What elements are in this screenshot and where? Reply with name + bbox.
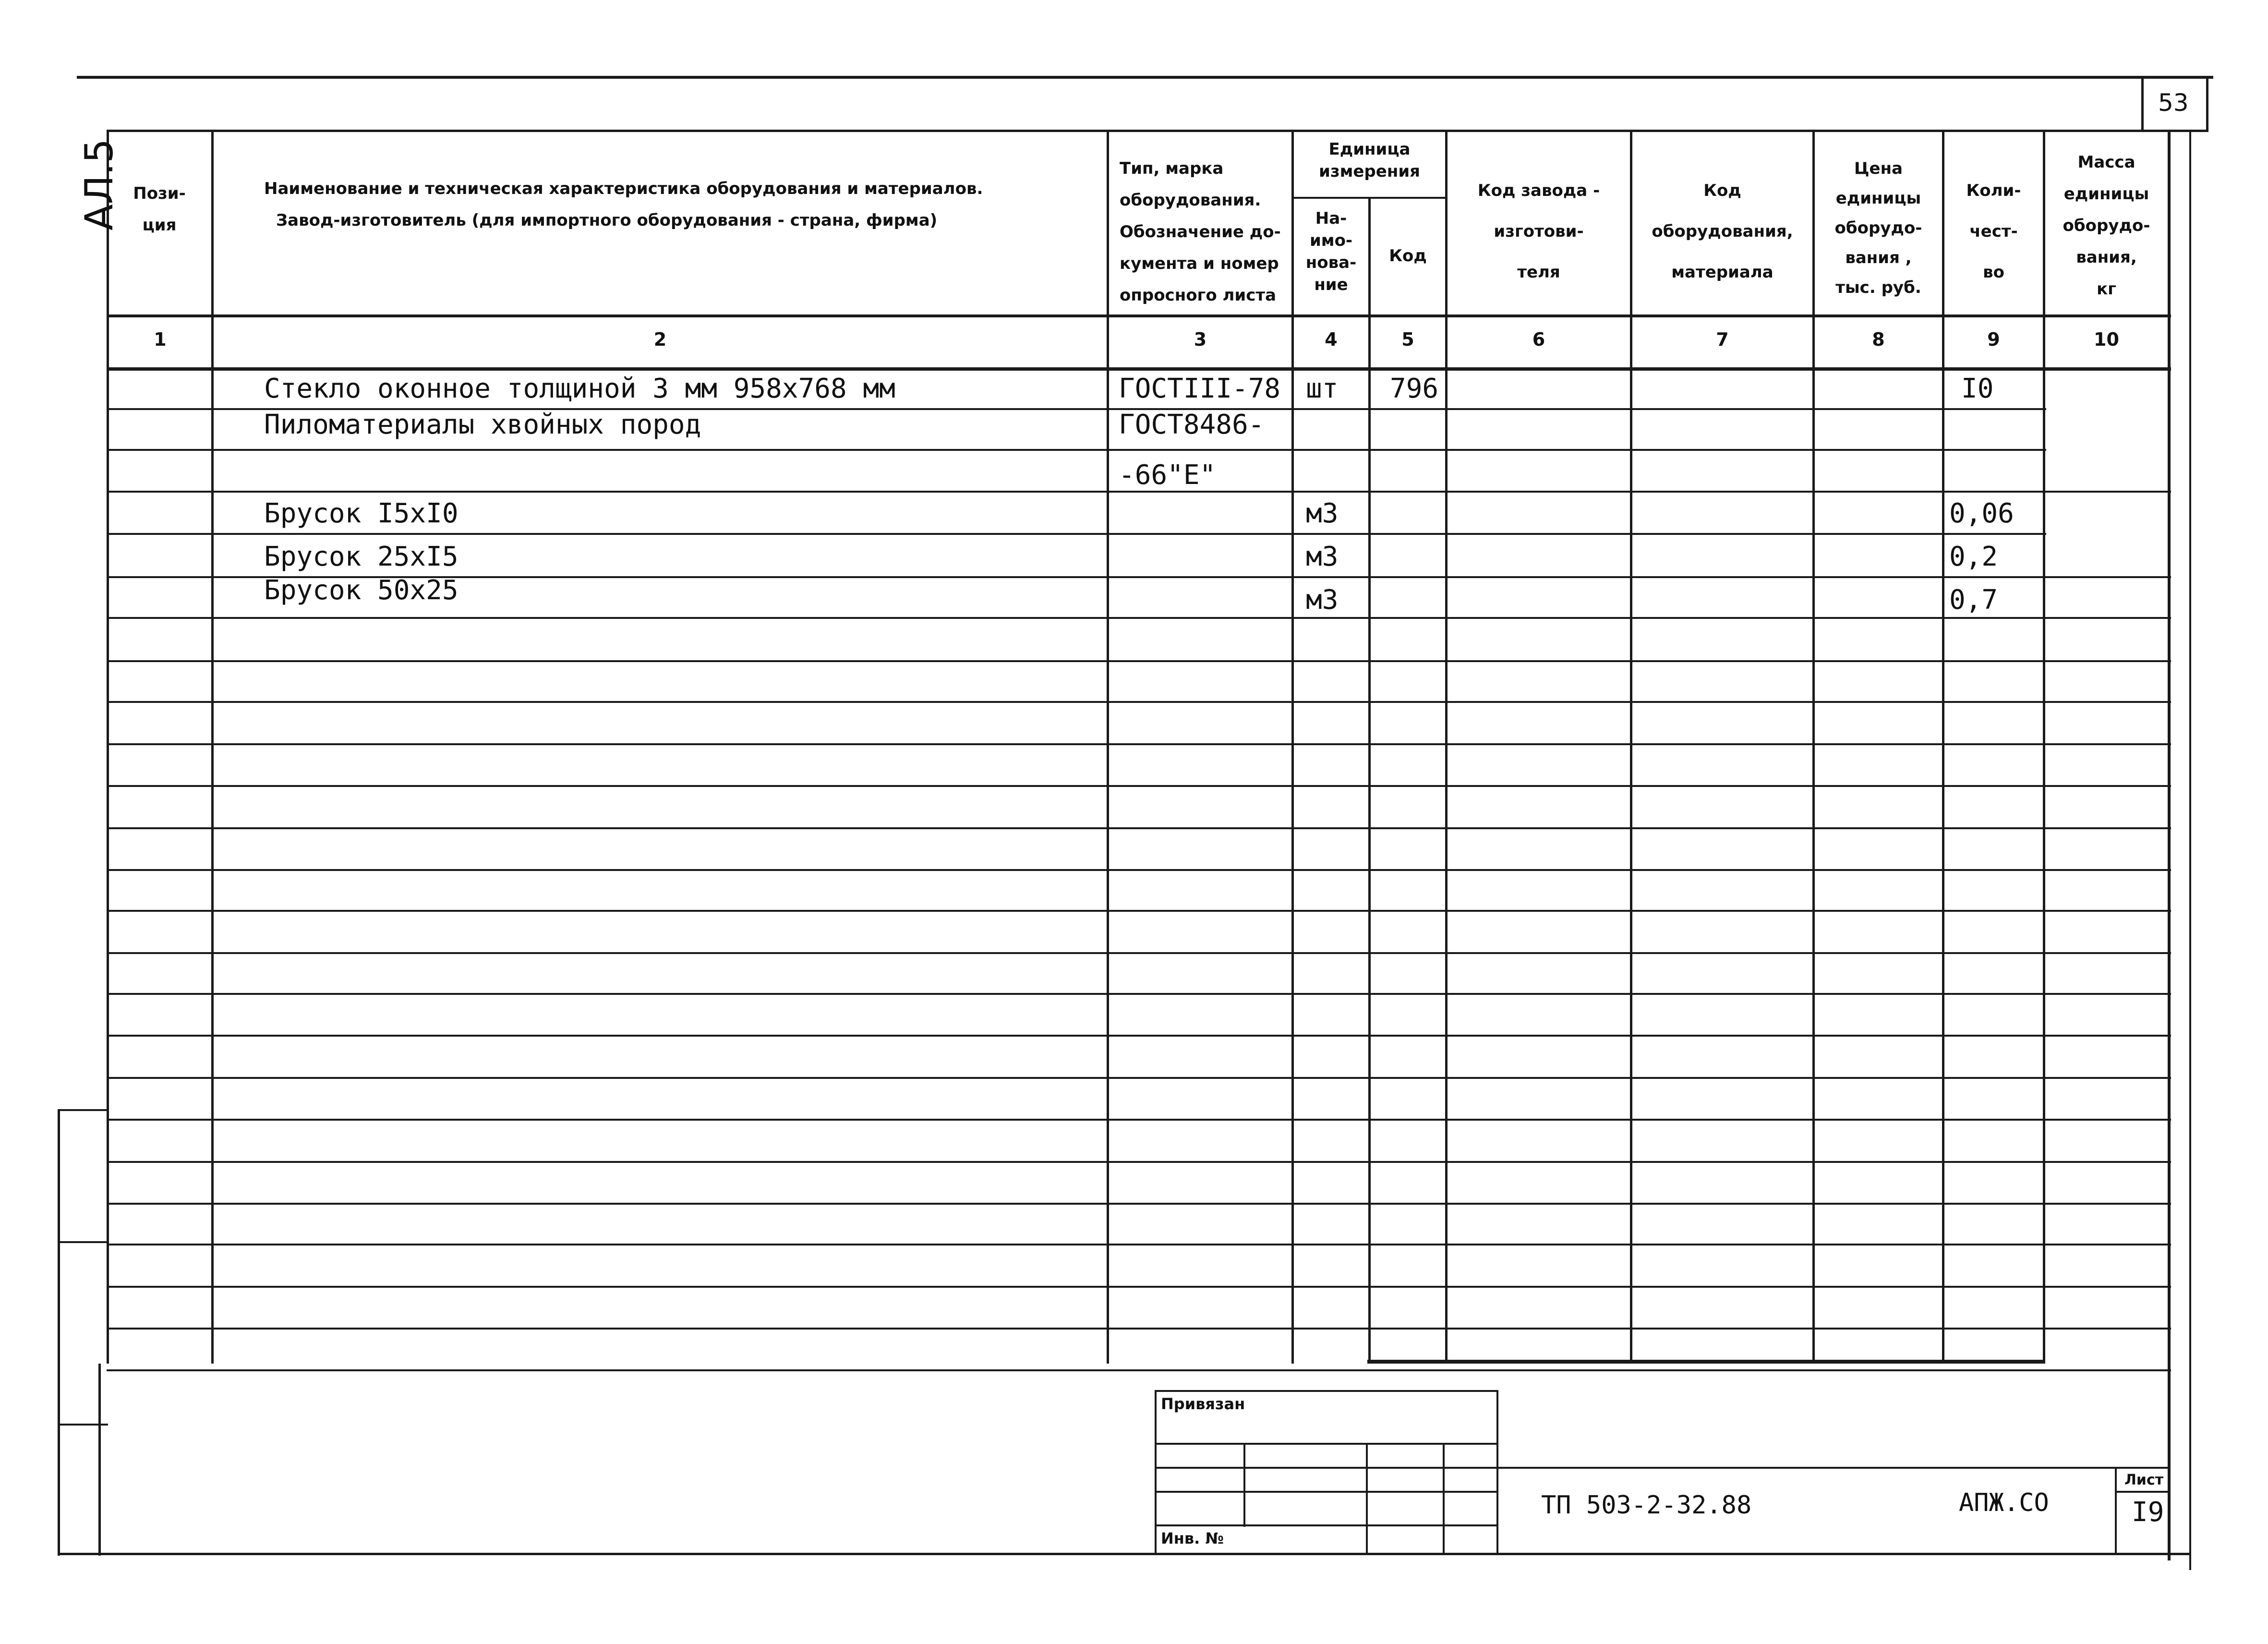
- side-label: АЛ.5: [77, 138, 121, 230]
- header-col5: Код: [1389, 246, 1427, 266]
- item-unit: м3: [1306, 584, 1339, 616]
- item-quantity: 0,06: [1949, 498, 2014, 529]
- stamp-inventory-number: Инв. №: [1161, 1529, 1224, 1547]
- document-code: ТП 503-2-32.88: [1541, 1491, 1752, 1520]
- header-col8: Цена единицы оборудо- вания , тыс. руб.: [1834, 159, 1922, 297]
- item-quantity: 0,2: [1949, 541, 1998, 572]
- header-col10: Масса единицы оборудо- вания, кг: [2063, 153, 2150, 299]
- column-number: 9: [1987, 329, 2000, 350]
- item-name: Брусок I5хI0: [264, 498, 458, 529]
- column-number: 7: [1716, 329, 1729, 350]
- header-col2: Наименование и техническая характеристика оборудования и материалов. Завод-изготовитель (для импортного оборудования - страна, фирма): [264, 179, 983, 230]
- header-unit-group: Единица измерения: [1319, 140, 1420, 181]
- item-type: ГОСТIII-78: [1119, 373, 1281, 404]
- header-col6: Код завода - изготови- теля: [1477, 181, 1600, 282]
- header-col7: Код оборудования, материала: [1652, 181, 1793, 282]
- column-number: 10: [2094, 329, 2119, 350]
- sheet-label: Лист: [2124, 1472, 2164, 1488]
- item-name: Брусок 50х25: [264, 575, 458, 606]
- item-unit: м3: [1306, 498, 1339, 529]
- header-col3: Тип, марка оборудования. Обозначение до- кумента и номер опросного листа: [1120, 159, 1281, 305]
- column-number: 3: [1194, 329, 1207, 350]
- page-number: 53: [2158, 89, 2189, 117]
- header-col9: Коли- чест- во: [1966, 181, 2021, 282]
- header-col1: Пози- ция: [133, 184, 186, 235]
- item-name: Стекло оконное толщиной 3 мм 958х768 мм: [264, 373, 895, 404]
- column-number: 5: [1401, 329, 1414, 350]
- stamp-privyazan: Привязан: [1161, 1395, 1245, 1413]
- item-type: ГОСТ8486-: [1119, 409, 1265, 440]
- item-type: -66"Е": [1119, 459, 1216, 491]
- document-mark: АПЖ.СО: [1959, 1488, 2049, 1517]
- item-name: Брусок 25хI5: [264, 541, 458, 572]
- column-number: 1: [154, 329, 167, 350]
- item-name: Пиломатериалы хвойных пород: [264, 409, 701, 440]
- column-number: 6: [1532, 329, 1545, 350]
- column-number: 8: [1872, 329, 1885, 350]
- item-unit: м3: [1306, 541, 1339, 572]
- header-col4: На- имо- нова- ние: [1305, 209, 1357, 294]
- item-unit: шт: [1306, 373, 1339, 404]
- item-quantity: 0,7: [1949, 584, 1998, 616]
- column-number: 4: [1325, 329, 1338, 350]
- item-quantity: I0: [1961, 373, 1994, 404]
- column-number: 2: [653, 329, 667, 350]
- item-unit-code: 796: [1390, 373, 1439, 404]
- sheet-number: I9: [2132, 1497, 2164, 1528]
